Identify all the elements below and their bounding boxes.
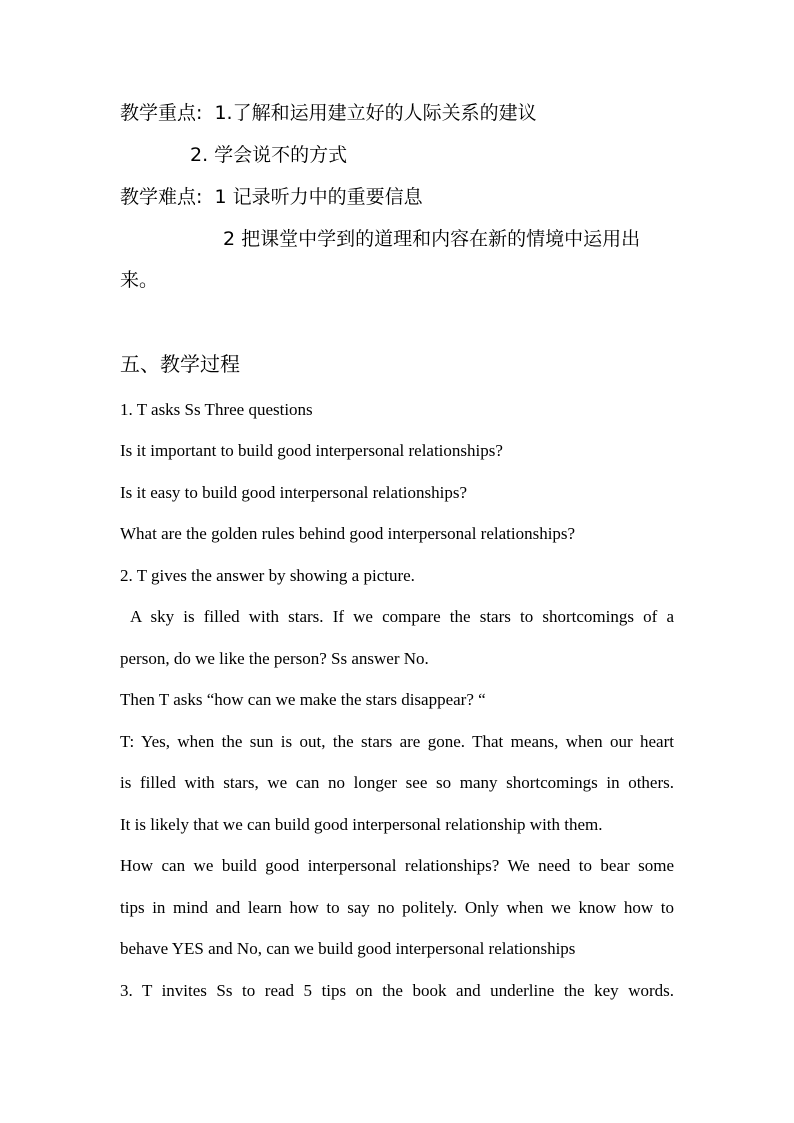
key-point-1: 1.了解和运用建立好的人际关系的建议 bbox=[214, 102, 537, 124]
key-points-label: 教学重点: bbox=[120, 102, 203, 124]
difficult-points-line bbox=[120, 188, 423, 207]
body-line-10: is filled with stars, we can no longer see so many shortcomings in others. bbox=[120, 773, 674, 792]
body-line-4: What are the golden rules behind good interpersonal relationships? bbox=[120, 524, 576, 543]
difficult-points-label: 教学难点: bbox=[120, 186, 203, 208]
key-point-2: 2. 学会说不的方式 bbox=[190, 144, 348, 166]
body-line-5: 2. T gives the answer by showing a picture. bbox=[120, 566, 415, 585]
body-line-13: tips in mind and learn how to say no politely. Only when we know how to bbox=[120, 898, 674, 917]
body-line-2: Is it important to build good interpersonal relationships? bbox=[120, 441, 503, 460]
body-line-6: A sky is filled with stars. If we compare the stars to shortcomings of a bbox=[130, 607, 674, 626]
body-line-12: How can we build good interpersonal relationships? We need to bear some bbox=[120, 856, 674, 875]
body-line-11: It is likely that we can build good interpersonal relationship with them. bbox=[120, 815, 603, 834]
difficult-point-1: 1 记录听力中的重要信息 bbox=[214, 186, 423, 208]
body-line-15: 3. T invites Ss to read 5 tips on the book and underline the key words. bbox=[120, 981, 674, 1000]
body-line-3: Is it easy to build good interpersonal relationships? bbox=[120, 483, 468, 502]
body-line-1: 1. T asks Ss Three questions bbox=[120, 400, 313, 419]
body-line-9: T: Yes, when the sun is out, the stars are gone. That means, when our heart bbox=[120, 732, 674, 751]
difficult-point-2-b: 来。 bbox=[120, 269, 159, 291]
section-heading: 五、教学过程 bbox=[120, 352, 240, 376]
body-line-7: person, do we like the person? Ss answer No. bbox=[120, 649, 429, 668]
difficult-point-2-a: 2 把课堂中学到的道理和内容在新的情境中运用出 bbox=[223, 228, 641, 250]
body-line-8: Then T asks “how can we make the stars disappear? “ bbox=[120, 690, 486, 709]
body-line-14: behave YES and No, can we build good interpersonal relationships bbox=[120, 939, 576, 958]
key-points-line bbox=[120, 104, 537, 123]
